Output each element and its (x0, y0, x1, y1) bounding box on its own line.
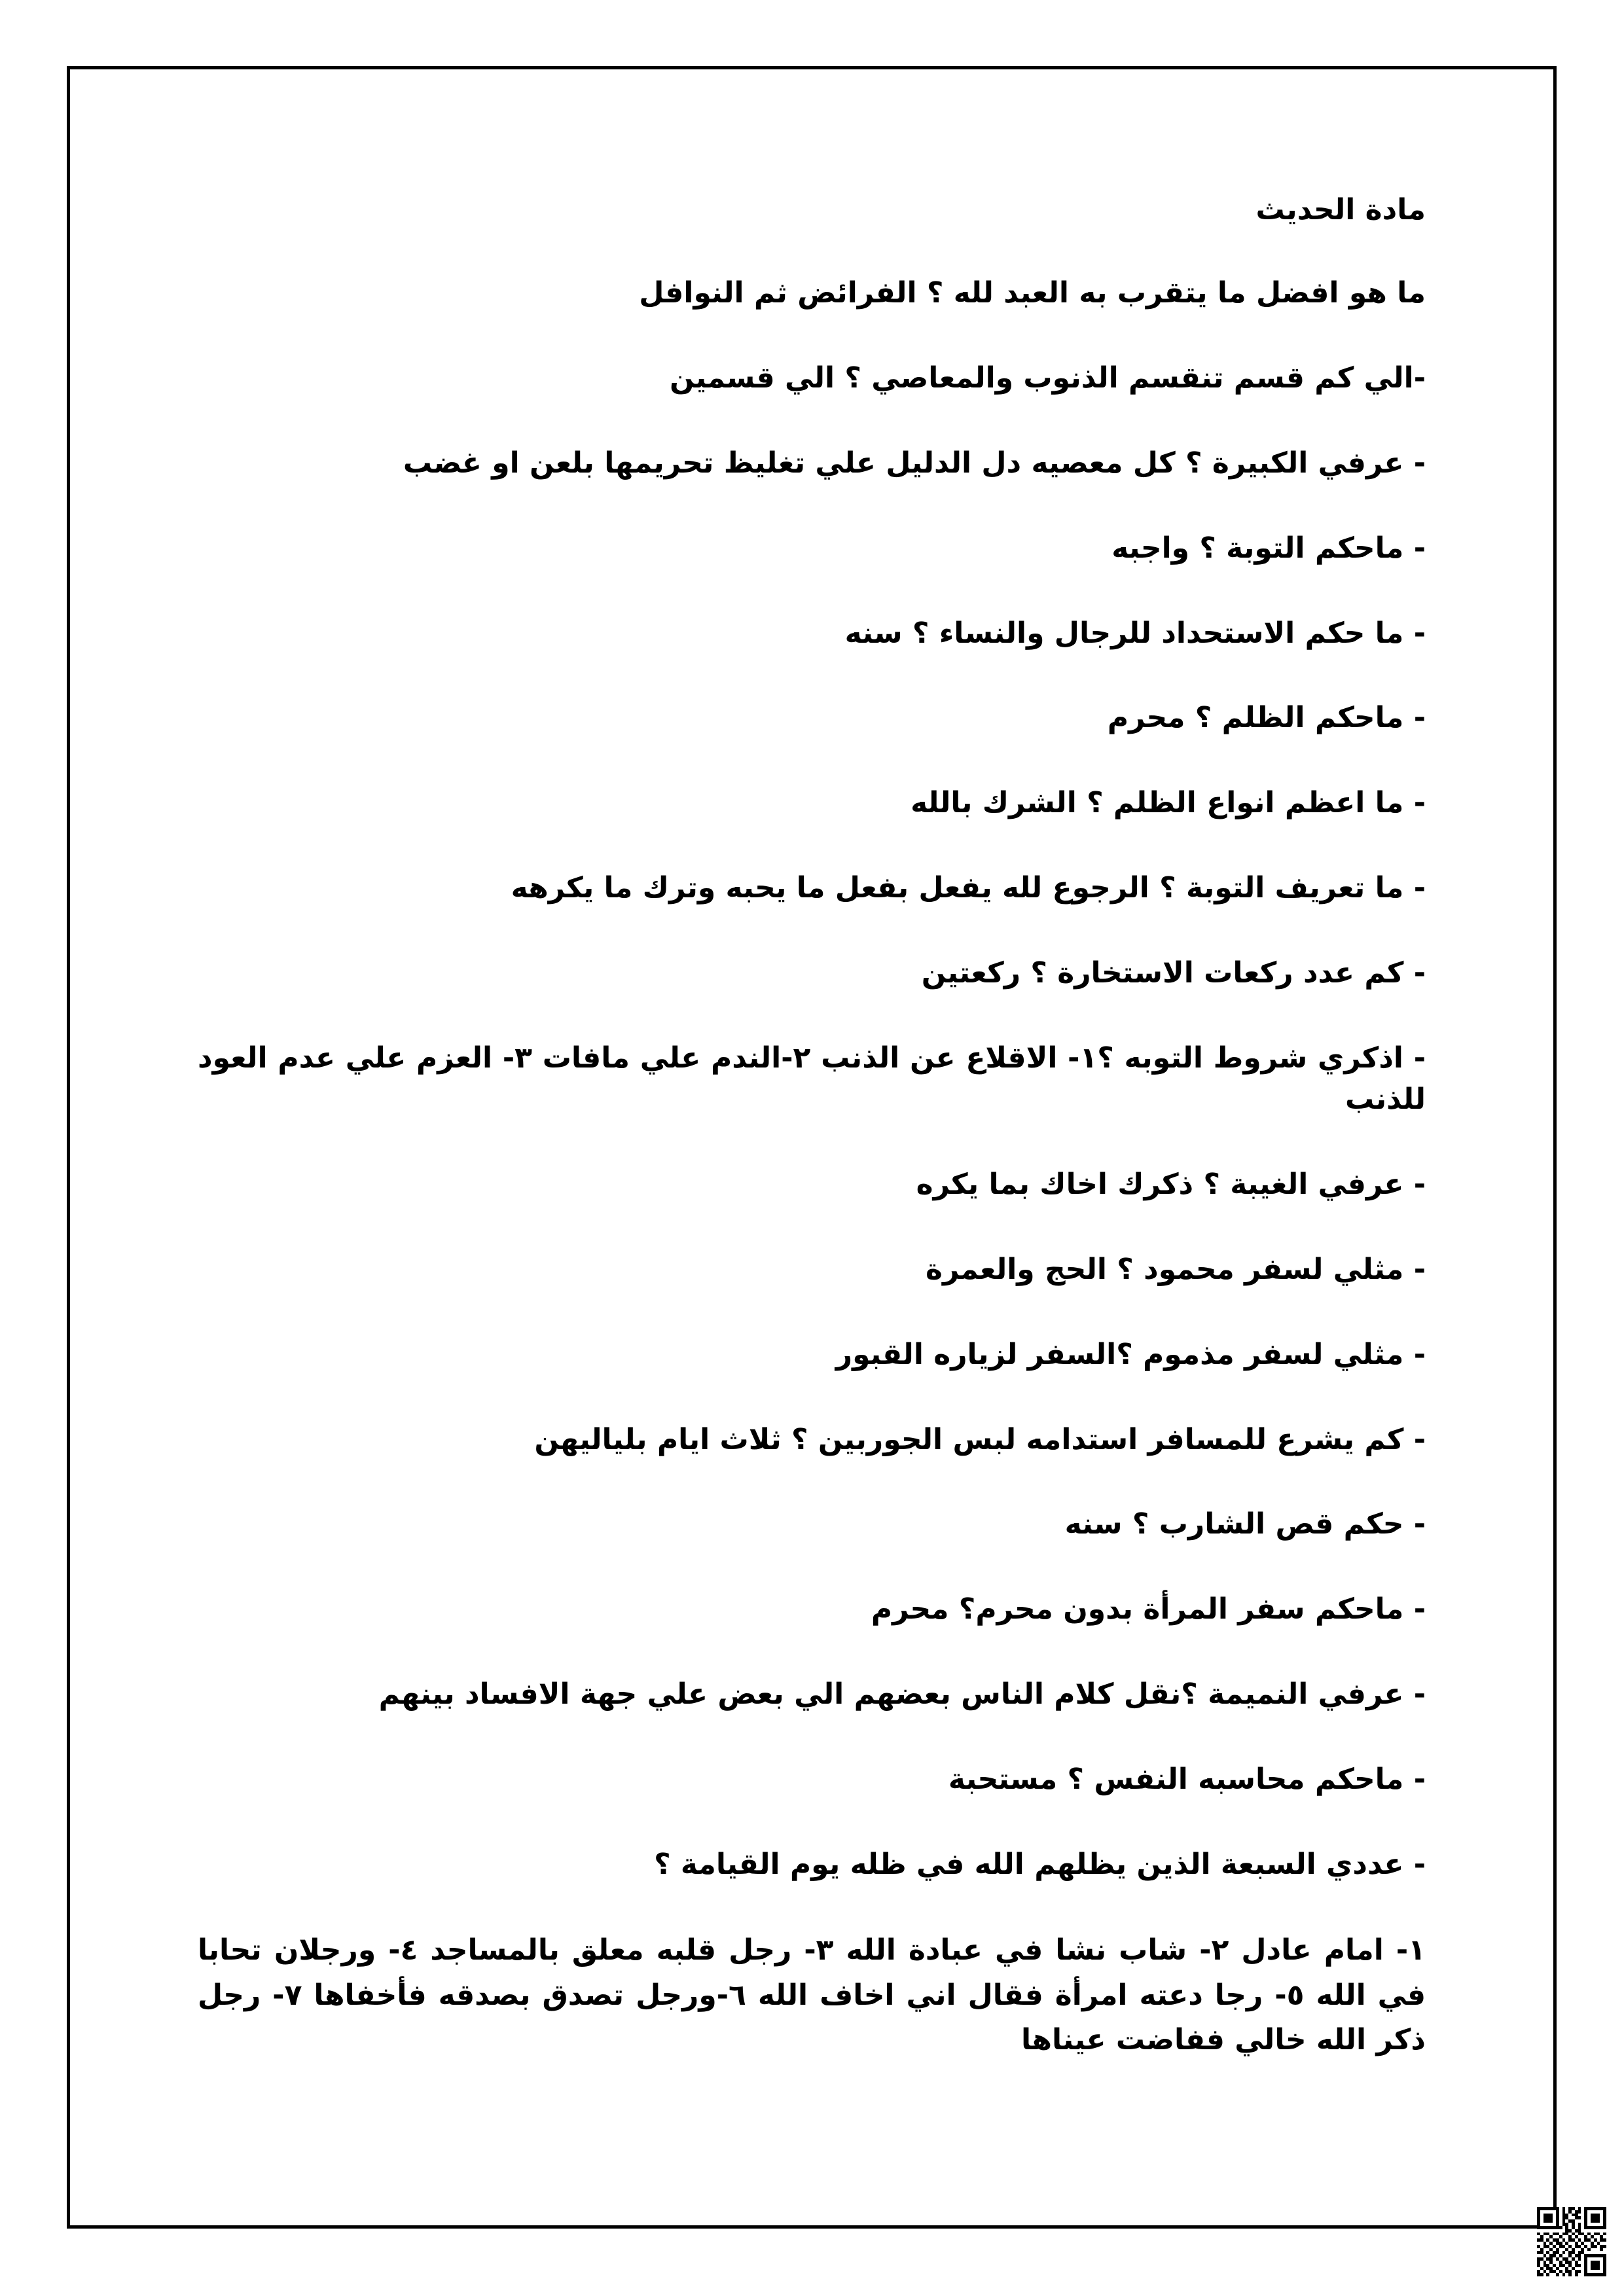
qa-item: -الي كم قسم تنقسم الذنوب والمعاصي ؟ الي قسمين (670, 361, 1426, 395)
qa-item: - ماحكم التوبة ؟ واجبه (1111, 531, 1426, 565)
qr-code-icon (1537, 2207, 1606, 2276)
qa-item: - حكم قص الشارب ؟ سنه (1064, 1507, 1426, 1541)
page-title: مادة الحديث (1255, 193, 1426, 226)
qa-item: - مثلي لسفر محمود ؟ الحج والعمرة (926, 1252, 1426, 1286)
seven-shaded-answer-list: ١- امام عادل ٢- شاب نشا في عبادة الله ٣- رجل قلبه معلق بالمساجد ٤- ورجلان تحابا في الله ٥- رجا دعته امرأة فقال اني اخاف الله ٦-ورجل تصدق بصدقه فأخفاها ٧- رجل ذكر الله خالي ففاضت عيناها (198, 1933, 1426, 2056)
qa-item: - ما اعظم انواع الظلم ؟ الشرك بالله (911, 786, 1426, 820)
qa-item: - ماحكم محاسبه النفس ؟ مستحبة (948, 1762, 1426, 1796)
qa-item: - كم يشرع للمسافر استدامه لبس الجوربين ؟ ثلاث ايام بلياليهن (534, 1422, 1426, 1456)
question-answer-list (198, 272, 1426, 1885)
qa-item: - ماحكم الظلم ؟ محرم (1107, 701, 1426, 735)
page-content (67, 66, 1557, 2229)
qa-item: - ما حكم الاستحداد للرجال والنساء ؟ سنه (844, 616, 1426, 650)
qa-item: - عرفي الغيبة ؟ ذكرك اخاك بما يكره (916, 1168, 1426, 1202)
qr-code (1537, 2207, 1606, 2276)
qa-item: - عرفي الكبيرة ؟ كل معصيه دل الدليل علي تغليظ تحريمها بلعن او غضب (403, 446, 1426, 480)
qa-item: - مثلي لسفر مذموم ؟السفر لزياره القبور (835, 1337, 1426, 1371)
qa-item: - ماحكم سفر المرأة بدون محرم؟ محرم (871, 1592, 1426, 1626)
qa-item: - عددي السبعة الذين يظلهم الله في ظله يوم القيامة ؟ (654, 1847, 1426, 1881)
qa-item: ما هو افضل ما يتقرب به العبد لله ؟ الفرائض ثم النوافل (639, 276, 1426, 310)
qa-item: - اذكري شروط التوبه ؟١- الاقلاع عن الذنب ٢-الندم علي مافات ٣- العزم علي عدم العود للذنب (198, 1041, 1426, 1117)
qa-item: - ما تعريف التوبة ؟ الرجوع لله يفعل بفعل ما يحبه وترك ما يكرهه (511, 870, 1426, 905)
qa-item: - كم عدد ركعات الاستخارة ؟ ركعتين (921, 956, 1426, 990)
qa-item: - عرفي النميمة ؟نقل كلام الناس بعضهم الي بعض علي جهة الافساد بينهم (378, 1677, 1426, 1711)
